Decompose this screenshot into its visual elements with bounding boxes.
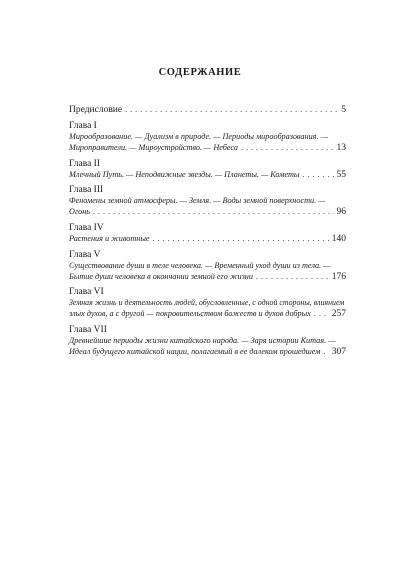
- table-of-contents: [69, 104, 346, 363]
- chapter-description: Феномены земной атмосферы. — Земля. — Воды земной поверхности. —: [69, 196, 326, 206]
- chapter-description: Растения и животные: [69, 233, 150, 243]
- dot-leader: [93, 207, 334, 218]
- toc-line: [69, 207, 346, 218]
- toc-entry-chapter-7: [69, 325, 346, 358]
- page-number: 5: [341, 105, 346, 115]
- chapter-heading: Глава I: [69, 121, 97, 131]
- chapter-description: Мирообразование. — Дуализм в природе. — Периоды мирообразования. —: [69, 132, 328, 141]
- toc-entry-chapter-4: [69, 223, 346, 245]
- toc-line: [69, 170, 346, 181]
- chapter-heading: Глава IV: [69, 222, 104, 233]
- chapter-description: Идеал будущего китайской нации, полагаемый в ее далеком прошедшем: [69, 346, 321, 356]
- toc-line: [69, 347, 346, 358]
- dot-leader: [323, 347, 328, 358]
- page-number: 140: [331, 233, 346, 244]
- chapter-description: злых духов, а с другой — покровительством божеств и духов добрых: [69, 309, 311, 319]
- page-number: 55: [336, 169, 346, 180]
- toc-line: [69, 143, 346, 154]
- chapter-description: Мироправители. — Мироустройство. — Небеса: [69, 142, 238, 152]
- chapter-description: Млечный Путь. — Неподвижные звезды. — Планеты. — Кометы: [69, 169, 300, 179]
- chapter-description: Земная жизнь и деятельность людей, обусловленные, с одной стороны, влиянием: [69, 298, 345, 308]
- toc-line: [69, 234, 346, 245]
- page-title: СОДЕРЖАНИЕ: [158, 67, 242, 78]
- toc-line: [69, 104, 346, 116]
- toc-line: [69, 272, 346, 283]
- toc-entry-preface: [69, 104, 346, 116]
- chapter-heading: Глава II: [69, 158, 101, 169]
- chapter-description: Существование души в теле человека. — Временный уход души из тела. —: [69, 260, 331, 270]
- toc-entry-chapter-2: [69, 159, 346, 181]
- chapter-heading: Глава V: [69, 249, 101, 260]
- chapter-heading: Глава VII: [69, 324, 107, 335]
- dot-leader: [241, 143, 334, 154]
- chapter-heading: Глава VI: [69, 287, 104, 298]
- dot-leader: [314, 309, 329, 320]
- toc-entry-chapter-5: [69, 250, 346, 283]
- toc-line: [69, 309, 346, 320]
- dot-leader: [153, 234, 329, 245]
- chapter-description: Древнейшие периоды жизни китайского народа. — Заря истории Китая. —: [69, 335, 336, 345]
- entry-title: Предисловие: [69, 105, 123, 115]
- toc-entry-chapter-1: [69, 121, 346, 154]
- page-number: 13: [336, 142, 346, 153]
- page-number: 96: [336, 207, 346, 218]
- chapter-description: Бытие души человека в окончании земной его жизни: [69, 271, 253, 281]
- page-number: 307: [331, 346, 346, 357]
- chapter-heading: Глава III: [69, 185, 104, 196]
- dot-leader: [302, 170, 333, 181]
- toc-entry-chapter-3: [69, 185, 346, 218]
- dot-leader: [256, 272, 329, 283]
- chapter-description: Огонь: [69, 207, 90, 217]
- dot-leader: [125, 104, 338, 116]
- page-number: 257: [331, 309, 346, 320]
- page-number: 176: [331, 271, 346, 282]
- toc-entry-chapter-6: [69, 287, 346, 320]
